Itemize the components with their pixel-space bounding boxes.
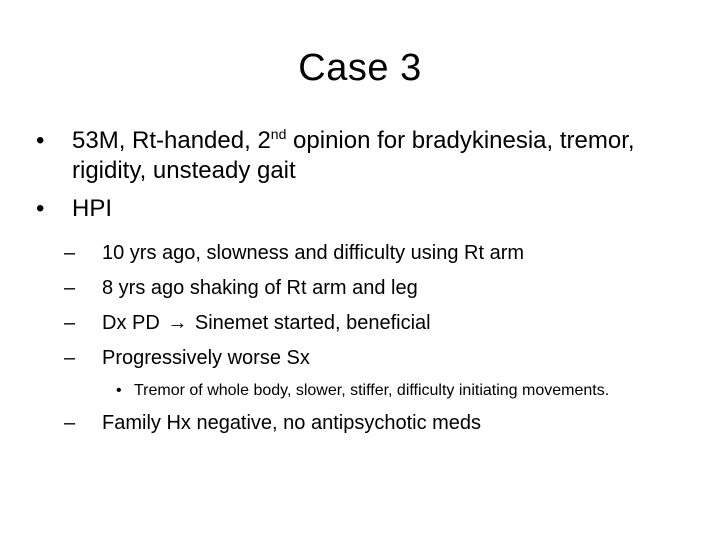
- ordinal-superscript: nd: [270, 126, 287, 142]
- family-history-text: Family Hx negative, no antipsychotic meds: [102, 412, 482, 434]
- hpi-item-text: Progressively worse Sx: [102, 347, 310, 369]
- patient-summary-text-pre: 53M, Rt-handed, 2: [72, 127, 271, 154]
- hpi-item-text: 8 yrs ago shaking of Rt arm and leg: [102, 277, 418, 299]
- bullet-dot-icon: •: [36, 195, 45, 222]
- hpi-item: [36, 240, 696, 266]
- spacer: [36, 232, 696, 240]
- slide-content: [36, 126, 696, 445]
- dash-icon: –: [64, 412, 76, 434]
- sub-bullet-text: Tremor of whole body, slower, stiffer, difficulty initiating movements.: [134, 382, 610, 399]
- bullet-dot-icon: •: [116, 382, 122, 399]
- hpi-item: [36, 310, 696, 336]
- dash-icon: –: [64, 312, 76, 334]
- slide-title: Case 3: [298, 47, 422, 89]
- hpi-item-text: 10 yrs ago, slowness and difficulty using Rt arm: [102, 242, 525, 264]
- sub-bullet-tremor: [36, 380, 674, 401]
- hpi-item: [36, 345, 696, 371]
- hpi-heading: HPI: [72, 195, 113, 222]
- dash-icon: –: [64, 242, 76, 264]
- bullet-patient-summary: [36, 126, 696, 186]
- hpi-item-text-pre: Dx PD: [102, 312, 166, 334]
- dash-icon: –: [64, 347, 76, 369]
- hpi-item: [36, 275, 696, 301]
- hpi-item-text-post: Sinemet started, beneficial: [189, 312, 431, 334]
- dash-icon: –: [64, 277, 76, 299]
- hpi-item-family-history: [36, 410, 696, 436]
- right-arrow-icon: →: [167, 312, 188, 334]
- bullet-dot-icon: •: [36, 127, 45, 154]
- patient-summary-text-post: opinion for bradykinesia, tremor, rigidity, unsteady gait: [72, 127, 635, 184]
- bullet-hpi: [36, 194, 696, 224]
